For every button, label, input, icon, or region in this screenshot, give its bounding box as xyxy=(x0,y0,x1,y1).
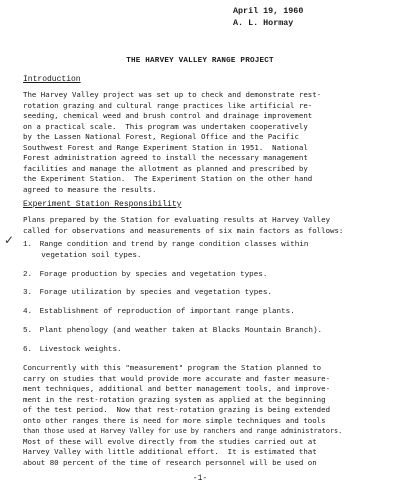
introduction-line: the Experiment Station. The Experiment Station on the other hand xyxy=(23,174,313,183)
closing-paragraph xyxy=(23,363,383,468)
introduction-line: rotation grazing and cultural range practices like artificial re- xyxy=(23,100,313,110)
document-date: April 19, 1960 xyxy=(233,6,304,16)
list-item-number: 4. xyxy=(23,308,33,317)
list-item-number: 3. xyxy=(23,289,33,298)
closing-line: onto other ranges there is need for more simple techniques and tools xyxy=(23,415,326,425)
check-mark-icon: ✓ xyxy=(4,233,15,247)
closing-line: about 80 percent of the time of research personnel will be used on xyxy=(23,457,317,467)
list-item xyxy=(23,288,388,299)
introduction-line: Forest administration agreed to install the necessary management xyxy=(23,153,308,162)
list-item-text: Forage production by species and vegetation types. xyxy=(39,270,268,279)
introduction-paragraph xyxy=(23,90,383,195)
factors-list xyxy=(23,240,388,356)
responsibility-intro-line: called for observations and measurements of six main factors as follows: xyxy=(23,225,344,235)
introduction-heading: Introduction xyxy=(23,75,81,84)
document-header xyxy=(233,5,303,29)
introduction-line: Southwest Forest and Range Experiment Station in 1951. National xyxy=(23,142,308,152)
responsibility-heading: Experiment Station Responsibility xyxy=(23,200,182,209)
list-item-text: Establishment of reproduction of important range plants. xyxy=(39,308,295,317)
closing-line: Most of these will evolve directly from the studies carried out at xyxy=(23,436,317,446)
introduction-line: The Harvey Valley project was set up to check and demonstrate rest- xyxy=(23,90,322,99)
introduction-line: agreed to measure the results. xyxy=(23,184,157,194)
list-item xyxy=(23,326,388,337)
closing-line: than those used at Harvey Valley for use by ranchers and range administrators. xyxy=(23,427,343,435)
list-item-text: Range condition and trend by range condition classes within xyxy=(39,241,309,249)
closing-line: ment techniques, additional and better management tools, and improve- xyxy=(23,384,331,393)
list-item-number: 2. xyxy=(23,270,33,279)
list-item xyxy=(23,240,388,262)
closing-line: Harvey Valley with little additional effort. It is estimated that xyxy=(23,447,317,456)
list-item-text: Livestock weights. xyxy=(39,345,122,354)
document-author: A. L. Hormay xyxy=(233,18,294,28)
list-item-text: vegetation soil types. xyxy=(41,251,142,260)
list-item-number: 6. xyxy=(23,345,33,354)
responsibility-intro xyxy=(23,215,383,236)
introduction-line: seeding, chemical weed and brush control and drainage improvement xyxy=(23,111,313,120)
list-item xyxy=(23,345,388,356)
introduction-line: facilities and manage the allotment as planned and prescribed by xyxy=(23,163,308,173)
list-item xyxy=(23,307,388,318)
list-item-number: 5. xyxy=(23,326,33,335)
closing-line: ment in the rest-rotation grazing system as applied at the beginning xyxy=(23,394,326,404)
page-number: -1- xyxy=(192,474,208,483)
closing-line: of the test period. Now that rest-rotation grazing is being extended xyxy=(23,405,331,414)
list-item-text: Plant phenology (and weather taken at Blacks Mountain Branch). xyxy=(39,326,323,335)
list-item-number: 1. xyxy=(23,241,33,249)
responsibility-intro-line: Plans prepared by the Station for evaluating results at Harvey Valley xyxy=(23,215,331,224)
closing-line: Concurrently with this "measurement" program the Station planned to xyxy=(23,363,322,372)
closing-line: carry on studies that would provide more accurate and faster measure- xyxy=(23,373,331,383)
introduction-line: on a practical scale. This program was undertaken cooperatively xyxy=(23,121,308,131)
list-item-text: Forage utilization by species and vegetation types. xyxy=(39,289,272,298)
introduction-line: by the Lassen National Forest, Regional Office and the Pacific xyxy=(23,132,299,141)
list-item xyxy=(23,270,388,281)
document-title: THE HARVEY VALLEY RANGE PROJECT xyxy=(126,57,274,65)
